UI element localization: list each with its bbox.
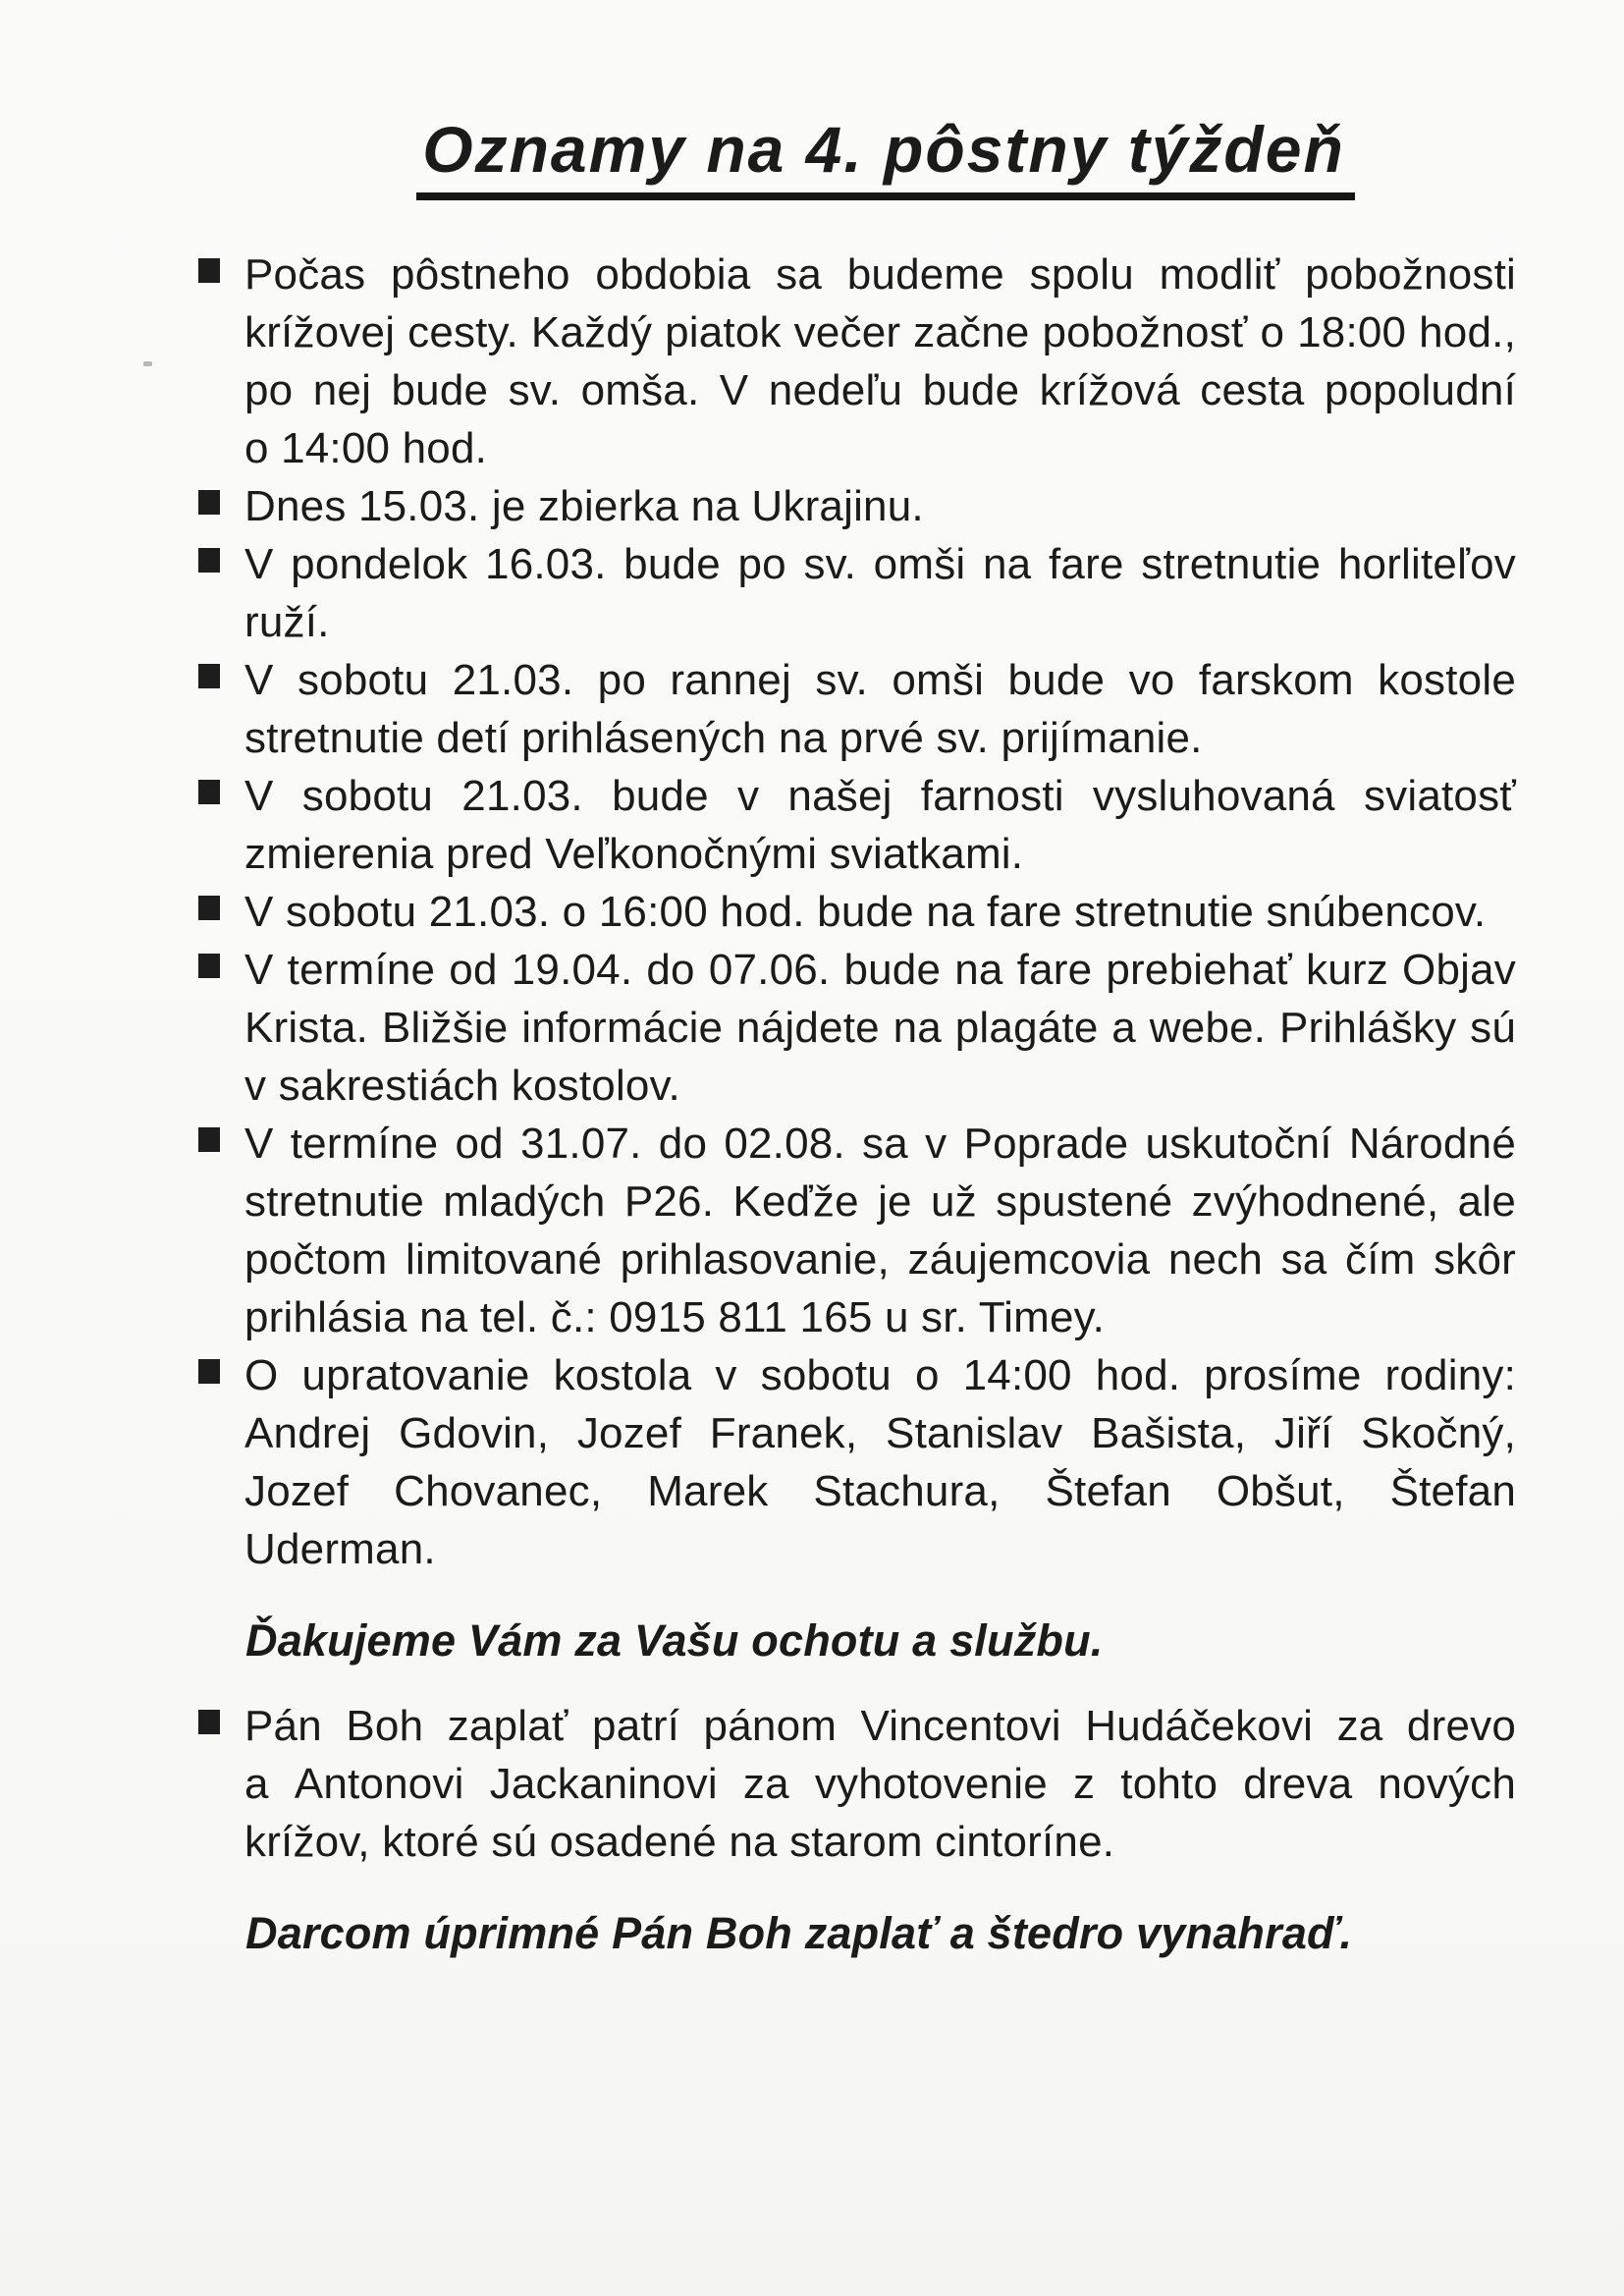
bullet-square-icon [198, 1127, 220, 1152]
bullet-square-icon [198, 954, 220, 978]
announcement-item [198, 651, 1526, 767]
page-title: Oznamy na 4. pôstny týždeň [416, 116, 1355, 200]
announcement-text: V sobotu 21.03. bude v našej farnosti vysluhovaná sviatosť zmierenia pred Veľkonočnými sviatkami. [244, 772, 1516, 879]
announcement-text: V termíne od 19.04. do 07.06. bude na fare prebiehať kurz Objav Krista. Bližšie informácie nájdete na plagáte a webe. Prihlášky sú v sakrestiách kostolov. [244, 946, 1516, 1111]
announcement-item [198, 941, 1526, 1115]
bullet-square-icon [198, 1710, 220, 1734]
donors-note: Darcom úprimné Pán Boh zaplať a štedro vynahraď. [245, 1908, 1353, 1959]
bullet-square-icon [198, 1359, 220, 1384]
announcement-text: Pán Boh zaplať patrí pánom Vincentovi Hudáčekovi za drevo a Antonovi Jackaninovi za vyhotovenie z tohto dreva nových krížov, ktoré sú osadené na starom cintoríne. [244, 1702, 1516, 1867]
announcement-item [198, 1115, 1526, 1346]
bullet-square-icon [198, 490, 220, 515]
announcement-text: Dnes 15.03. je zbierka na Ukrajinu. [244, 482, 924, 531]
announcement-text: V sobotu 21.03. po rannej sv. omši bude vo farskom kostole stretnutie detí prihlásených na prvé sv. prijímanie. [244, 656, 1516, 763]
announcement-item [198, 246, 1526, 477]
announcement-item [198, 1697, 1526, 1871]
thanks-note: Ďakujeme Vám za Vašu ochotu a službu. [245, 1615, 1104, 1667]
announcement-item [198, 883, 1526, 941]
announcement-item [198, 1346, 1526, 1578]
bullet-square-icon [198, 664, 220, 688]
announcement-text: V sobotu 21.03. o 16:00 hod. bude na fare stretnutie snúbencov. [244, 888, 1487, 937]
announcement-list [198, 246, 1526, 1962]
announcement-item [198, 535, 1526, 651]
title-block [245, 113, 1526, 200]
announcement-text: V pondelok 16.03. bude po sv. omši na fare stretnutie horliteľov ruží. [244, 540, 1516, 647]
announcement-text: O upratovanie kostola v sobotu o 14:00 hod. prosíme rodiny: Andrej Gdovin, Jozef Franek, Stanislav Bašista, Jiří Skočný, Jozef Chovanec, Marek Stachura, Štefan Obšut, Štefan Uderman. [244, 1351, 1516, 1574]
announcement-text: V termíne od 31.07. do 02.08. sa v Poprade uskutoční Národné stretnutie mladých P26. Keďže je už spustené zvýhodnené, ale počtom limitované prihlasovanie, záujemcovia nech sa čím skôr prihlásia na tel. č.: 0915 811 165 u sr. Timey. [244, 1120, 1516, 1342]
bullet-square-icon [198, 258, 220, 283]
announcement-text: Počas pôstneho obdobia sa budeme spolu modliť pobožnosti krížovej cesty. Každý piatok večer začne pobožnosť o 18:00 hod., po nej bude sv. omša. V nedeľu bude krížová cesta popoludní o 14:00 hod. [244, 250, 1516, 473]
scan-artifact [143, 361, 152, 366]
bullet-square-icon [198, 896, 220, 920]
bullet-square-icon [198, 780, 220, 804]
announcement-item [198, 477, 1526, 535]
bullet-square-icon [198, 548, 220, 573]
announcement-item [198, 767, 1526, 883]
